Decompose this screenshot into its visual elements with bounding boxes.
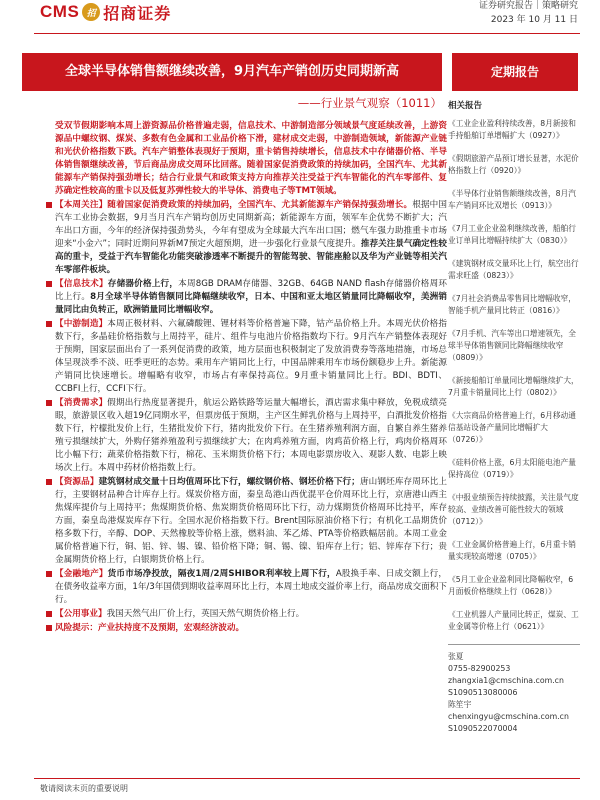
related-report-item[interactable]: 《工业金属价格普遍上行，6月重卡销量实现较高增速（0705）》 bbox=[448, 540, 576, 561]
related-report-item[interactable]: 《工业企业盈利持续改善，8月新接和手持船舶订单增幅扩大（0927）》 bbox=[448, 119, 576, 140]
bullet-square-icon bbox=[46, 400, 52, 406]
bullet-tail: 8月全球半导体销售额同比降幅继续收窄，日本、中国和亚太地区销量同比降幅收窄，美洲销量同比由负转正，欧洲销量同比增幅收窄。 bbox=[55, 292, 447, 315]
author-cert: S1090513080006 bbox=[448, 688, 518, 697]
bullet-square-icon bbox=[46, 281, 52, 287]
bullet-text: 唐山钢坯库存周环比上行，主要钢材品种合计库存上行。煤炭价格方面，秦皇岛港山西优混平仓价周环比上行，京唐港山西主焦煤库提价与上周持平；焦煤期货价格、焦炭期货价格周环比下行，动力煤期货价格周环比持平，库存方面，秦皇岛港煤炭库存下行。全国水泥价格指数下行。Brent国际原油价格下行；有机化工品期货价格多数下行，辛醇、DOP、天然橡胶等价格上涨，燃料油、苯乙烯、PTA等价格跌幅居前。本周工业金属价格普遍下行，铜、铝、锌、锡、镍、铅价格下降；铜、锡、镍、铅库存上行；铝、锌库存下行；贵金属期货价格上行，白银期货价格上行。 bbox=[55, 477, 447, 565]
bullet-bold: 货币市场净投放，隔夜1周/2周SHIBOR利率较上周下行， bbox=[107, 569, 336, 579]
page-header bbox=[0, 0, 600, 40]
bullet-text: 假期出行热度显著提升，航运公路铁路等运量大幅增长，酒店需求集中释放，免税成绩亮眼，旅游景区收入超19亿同期水平，但票房低于预期，主产区生鲜乳价格与上周持平，白酒批发价格指数下行，柠檬批发价上行，生猪批发价下行，猪肉批发价下行。在生猪养殖利润方面，自繁自养生猪养殖亏损继续扩大，外购仔猪养殖盈利亏损继续扩大；在肉鸡养殖方面，肉鸡苗价格上行，鸡肉价格周环比小幅下行；蔬菜价格指数下行，棉花、玉米期货价格下行；本周电影票房收入、观影人数、电影上映场次上行。本周中药材价格指数上行。 bbox=[55, 398, 447, 473]
sidebar-divider bbox=[448, 644, 580, 645]
bullet-bold: 随着国家促消费政策的持续加码，全国汽车、尤其新能源车产销保持强劲增长。 bbox=[107, 200, 413, 210]
bullet-text: A股换手率、日成交额上行，在债务收益率方面，1年/3年国债到期收益率周环比上行，本周土地成交溢价率上行，商品房成交面积下行。 bbox=[55, 569, 447, 605]
author-name: 张夏 bbox=[448, 652, 464, 661]
bullet-resources bbox=[55, 476, 447, 567]
bullet-key: 【资源品】 bbox=[55, 477, 99, 487]
author-email[interactable]: chenxingyu@cmschina.com.cn bbox=[448, 712, 569, 721]
bullet-square-icon bbox=[46, 321, 52, 327]
risk-warning: 风险提示：产业扶持度不及预期，宏观经济波动。 bbox=[55, 623, 245, 633]
bullet-key: 【本周关注】 bbox=[55, 200, 108, 210]
bullet-finance bbox=[55, 568, 447, 607]
bullet-bold: 建筑钢材成交量十日均值周环比下行，螺纹钢价格、钢坯价格下行； bbox=[98, 477, 360, 487]
related-reports-title: 相关报告 bbox=[448, 101, 483, 111]
bullet-square-icon bbox=[46, 202, 52, 208]
bullet-square-icon bbox=[46, 571, 52, 577]
related-report-item[interactable]: 《硅料价格上涨，6月太阳能电池产量保持高位（0719）》 bbox=[448, 458, 576, 479]
author-cert: S1090522070004 bbox=[448, 724, 518, 733]
logo-cn-text: 招商证券 bbox=[103, 3, 172, 23]
bullet-square-icon bbox=[46, 479, 52, 485]
report-date: 2023 年 10 月 11 日 bbox=[490, 15, 578, 25]
related-report-item[interactable]: 《7月社会消费品零售同比增幅收窄，智能手机产量同比转正（0816）》 bbox=[448, 294, 576, 315]
author-email[interactable]: zhangxia1@cmschina.com.cn bbox=[448, 676, 564, 685]
bullet-bold: 存储器价格上行， bbox=[107, 279, 179, 289]
related-report-item[interactable]: 《工业机器人产量同比转正，煤炭、工业金属等价格上行（0621）》 bbox=[448, 610, 579, 631]
author-phone: 0755-82900253 bbox=[448, 664, 511, 673]
bullet-text: 本周正极材料、六氟磷酸锂、锂材料等价格普遍下降，钴产品价格上升。本周光伏价格指数下行，多晶硅价格指数与上周持平，硅片、组件与电池片价格指数均下行。9月汽车产销整体表现好于预期，国家层面出台了一系列促消费的政策，地方层面也积极制定了发放消费券等落地措施，市场总体呈现淡季不淡、旺季更旺的态势。乘用车产销同比上行，中国品牌乘用车市场份额稳步上升。新能源产销同比快速增长。增幅略有收窄，市场占有率保持高位。9月重卡销量同比上行。BDI、BDTI、CCBFI上行，CCFI下行。 bbox=[55, 319, 447, 394]
bullet-square-icon bbox=[46, 625, 52, 631]
report-category: 证券研究报告｜策略研究 bbox=[478, 1, 578, 11]
bullet-key: 【消费需求】 bbox=[55, 398, 108, 408]
footer-note: 敬请阅读末页的重要说明 bbox=[40, 784, 128, 793]
summary-paragraph: 受双节假期影响本周上游资源品价格普遍走弱，信息技术、中游制造部分领域景气度延续改善，上游资源品中螺纹钢、煤炭、多数有色金属和工业品价格下滑，建材成交走弱，中游制造领域，新能源产业链和光伏价格指数下跌。汽车产销整体表现好于预期，重卡销售持续增长，信息技术中存储器价格、半导体销售额继续改善，节后商品房成交周环比回落。随着国家促消费政策的持续加码，全国汽车、尤其新能源车产销保持强劲增长；结合行业景气和政策支持方向推荐关注受益于汽车智能化的汽车零部件、复苏确定性较高的重卡以及低复苏弹性较大的半导体、消费电子等TMT领域。 bbox=[55, 121, 447, 196]
bullet-key: 【金融地产】 bbox=[55, 569, 108, 579]
bullet-midstream bbox=[55, 318, 447, 396]
bullet-key: 【中游制造】 bbox=[55, 319, 108, 329]
related-report-item[interactable]: 《假期旅游产品预订增长显著，水泥价格指数上行（0920）》 bbox=[448, 154, 579, 175]
bullet-focus bbox=[55, 199, 447, 277]
main-content bbox=[55, 120, 447, 635]
bullet-consumption bbox=[55, 397, 447, 475]
bullet-key: 【信息技术】 bbox=[55, 279, 108, 289]
related-report-item[interactable]: 《7月工业企业盈利继续改善，船舶行业订单同比增幅持续扩大（0830）》 bbox=[448, 224, 576, 245]
report-type-tag: 定期报告 bbox=[452, 53, 578, 91]
related-report-item[interactable]: 《5月工业企业盈利同比降幅收窄，6月面板价格继续上行（0628）》 bbox=[448, 575, 574, 596]
company-logo bbox=[40, 0, 171, 24]
footer-divider bbox=[34, 778, 580, 779]
related-report-item[interactable]: 《中报业绩预告持续披露，关注景气度较高、业绩改善可能性较大的领域（0712）》 bbox=[448, 493, 579, 526]
related-report-item[interactable]: 《大宗商品价格普遍上行，6月移动通信基站设备产量同比增幅扩大（0726）》 bbox=[448, 411, 576, 444]
title-banner bbox=[22, 53, 442, 91]
related-report-item[interactable]: 《新接船舶订单量同比增幅继续扩大，7月重卡销量同比上行（0802）》 bbox=[448, 376, 579, 397]
logo-text: CMS bbox=[40, 2, 80, 21]
bullet-text: 根据中国汽车工业协会数据，9月当月汽车产销均创历史同期新高；新能源车方面，领军车企优势不断扩大；汽车出口方面，今年的经济保持强劲势头，今年有望成为全球最大汽车出口国；燃气车强力助推重卡市场迎来“小金六”；同时近期问界新M7预定火超预期，进一步强化行业景气度提升。 bbox=[55, 200, 447, 249]
related-report-item[interactable]: 《建筑钢材成交量环比上行，航空出行需求旺盛（0823）》 bbox=[448, 259, 579, 280]
report-series: ——行业景气观察（1011） bbox=[297, 96, 442, 110]
bullet-square-icon bbox=[46, 611, 52, 617]
report-title: 全球半导体销售额继续改善，9月汽车产销创历史同期新高 bbox=[64, 64, 400, 79]
related-report-item[interactable]: 《7月手机、汽车等出口增速领先，全球半导体销售额同比降幅继续收窄（0809）》 bbox=[448, 329, 576, 362]
bullet-risk bbox=[55, 622, 447, 635]
header-divider bbox=[34, 33, 580, 34]
author-block bbox=[448, 651, 580, 735]
bullet-tail: 推荐关注景气确定性较高的重卡，受益于汽车智能化功能突破渗透率不断提升的智能驾驶、智能座舱以及华为产业链等相关汽车零部件板块。 bbox=[55, 239, 447, 275]
author-name: 陈笙宇 bbox=[448, 700, 472, 709]
bullet-text: 本周8GB DRAM存储器、32GB、64GB NAND flash存储器价格周环比上行。 bbox=[55, 279, 447, 302]
bullet-it bbox=[55, 278, 447, 317]
logo-mark-icon: 招 bbox=[82, 3, 100, 21]
related-report-item[interactable]: 《半导体行业销售额继续改善，8月汽车产销同环比双增长（0913）》 bbox=[448, 189, 576, 210]
header-meta bbox=[479, 0, 578, 26]
sidebar bbox=[448, 100, 580, 735]
bullet-text: 我国天然气出厂价上行，英国天然气期货价格上行。 bbox=[106, 609, 305, 619]
bullet-utilities bbox=[55, 608, 447, 621]
bullet-key: 【公用事业】 bbox=[55, 609, 107, 619]
